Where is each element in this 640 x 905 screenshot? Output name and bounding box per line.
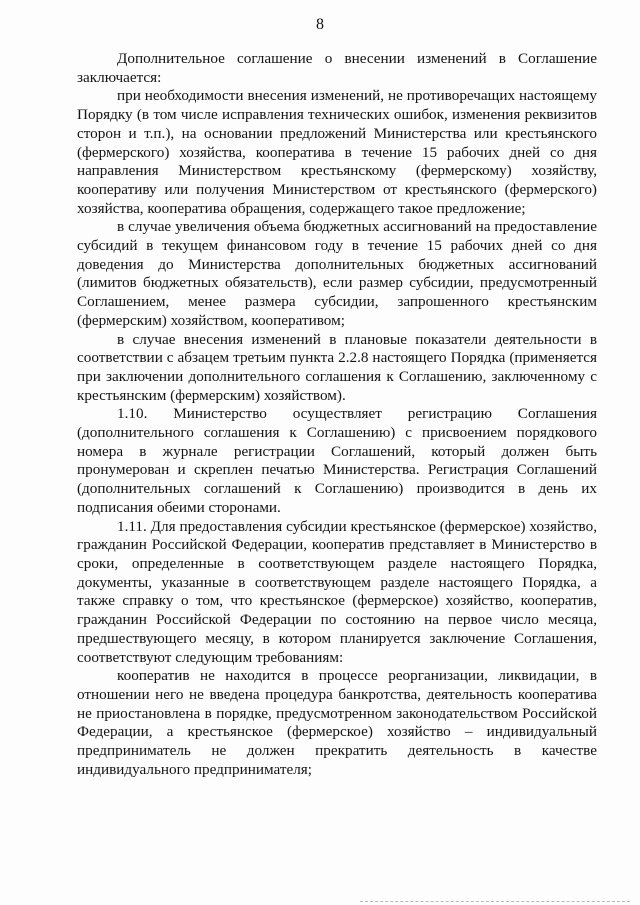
paragraph-1-10-registration: 1.10. Министерство осуществляет регистрацию Соглашения (дополнительного соглашения к Соглашению) с присвоением порядкового номера в журнале регистрации Соглашений, который должен быть пронумерован и скреплен печатью Министерства. Регистрация Соглашений (дополнительных соглашений к Соглашению) производится в день их подписания обеими сторонами. — [77, 405, 597, 516]
scan-edge-line — [360, 901, 630, 903]
paragraph-cooperative-requirements: кооператив не находится в процессе реорганизации, ликвидации, в отношении него не введена процедура банкротства, деятельность кооператива не приостановлена в порядке, предусмотренном законодательством Российской Федерации, а крестьянское (фермерское) хозяйство – индивидуальный предприниматель не должен прекратить деятельность в качестве индивидуального предпринимателя; — [77, 667, 597, 778]
paragraph-agreement-intro: Дополнительное соглашение о внесении изменений в Соглашение заключается: — [77, 50, 597, 86]
paragraph-plan-indicators: в случае внесения изменений в плановые показатели деятельности в соответствии с абзацем третьим пункта 2.2.8 настоящего Порядка (применяется при заключении дополнительного соглашения к Соглашению, заключенному с крестьянским (фермерским) хозяйством). — [77, 330, 597, 404]
document-body — [77, 50, 597, 779]
paragraph-changes-needed: при необходимости внесения изменений, не противоречащих настоящему Порядку (в том числе исправления технических ошибок, изменения реквизитов сторон и т.п.), на основании предложений Министерства или крестьянского (фермерского) хозяйства, кооператива в течение 15 рабочих дней со дня направления Министерством крестьянскому (фермерскому) хозяйству, кооперативу или получения Министерством от крестьянского (фермерского) хозяйства, кооператива обращения, содержащего такое предложение; — [77, 87, 597, 217]
page-number: 8 — [316, 16, 324, 33]
paragraph-1-11-subsidy-documents: 1.11. Для предоставления субсидии крестьянское (фермерское) хозяйство, гражданин Российской Федерации, кооператив представляет в Министерство в сроки, определенные в соответствующем разделе настоящего Порядка, документы, указанные в соответствующем разделе настоящего Порядка, а также справку о том, что крестьянское (фермерское) хозяйство, кооператив, гражданин Российской Федерации по состоянию на первое число месяца, предшествующего месяцу, в котором планируется заключение Соглашения, соответствуют следующим требованиям: — [77, 517, 597, 666]
paragraph-budget-increase: в случае увеличения объема бюджетных ассигнований на предоставление субсидий в текущем финансовом году в течение 15 рабочих дней со дня доведения до Министерства дополнительных бюджетных ассигнований (лимитов бюджетных обязательств), если размер субсидии, предусмотренный Соглашением, менее размера субсидии, запрошенного крестьянским (фермерским) хозяйством, кооперативом; — [77, 218, 597, 329]
